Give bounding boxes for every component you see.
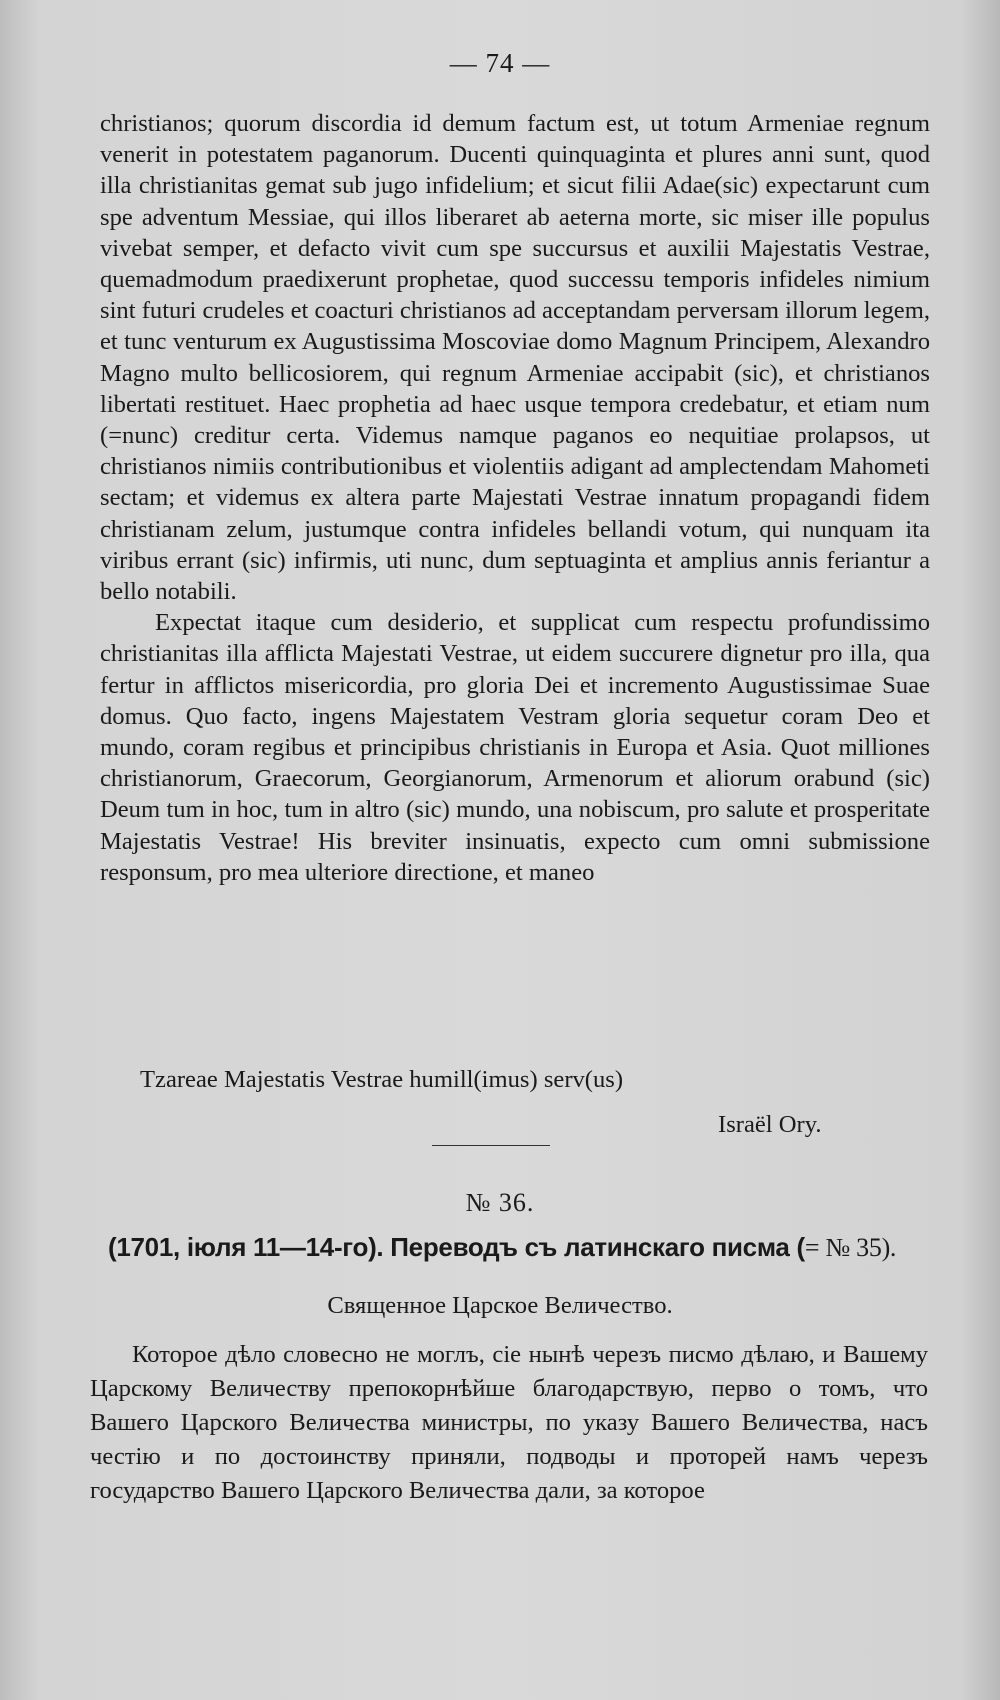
russian-translation-body [90, 1338, 928, 1508]
heading-end: ). [881, 1233, 897, 1262]
latin-letter-body [100, 108, 930, 888]
page-number: — 74 — [449, 48, 551, 78]
latin-paragraph-1: christianos; quorum discordia id demum factum est, ut totum Armeniae regnum venerit in potestatem paganorum. Ducenti quinquaginta et plures anni sunt, quod illa christianitas gemat sub jugo infidelium; et sicut filii Adae(sic) expectarunt cum spe adventum Messiae, qui illos liberaret ab aeterna morte, sic miser ille populus vivebat semper, et defacto vivit cum spe succursus et auxilii Majestatis Vestrae, quemadmodum praedixerunt prophetae, quod successu temporis infideles nimium sint futuri crudeles et coacturi christianos ad acceptandam perversam illorum legem, et tunc venturum ex Augustissima Moscoviae domo Magnum Principem, Alexandro Magno multo bellicosiorem, qui regnum Armeniae accipabit (sic), et christianos libertati restituet. Haec prophetia ad haec usque tempora credebatur, et etiam num (=nunc) creditur certa. Videmus namque paganos eo nequitiae prolapsos, ut christianos nimiis contributionibus et violentiis adigant ad amplectendam Mahometi sectam; et videmus ex altera parte Majestati Vestrae innatum propagandi fidem christianam zelum, justumque contra infideles bellandi votum, qui nunquam ita viribus errant (sic) infirmis, uti nunc, dum septuaginta et amplius annis feriantur a bello notabili. [100, 110, 930, 606]
heading-text: (1701, іюля 11—14-го). Переводъ съ латинскаго писма ( [108, 1232, 805, 1262]
heading-reference: = № 35 [804, 1233, 882, 1262]
letter-closing: Tzareae Majestatis Vestrae humill(imus) serv(us) [140, 1066, 624, 1093]
russian-paragraph-1: Которое дѣло словесно не моглъ, сіе нынѣ черезъ писмо дѣлаю, и Вашему Царскому Величеству препокорнѣйше благодарствую, перво о томъ, что Вашего Царского Величества министры, по указу Вашего Величества, насъ честію и по достоинству приняли, подводы и проторей намъ черезъ государство Вашего Царского Величества дали, за которое [90, 1341, 928, 1504]
document-number: № 36. [465, 1188, 535, 1217]
section-divider [432, 1145, 550, 1146]
document-heading [108, 1232, 938, 1263]
letter-signature: Israël Ory. [718, 1111, 822, 1138]
latin-paragraph-2: Expectat itaque cum desiderio, et supplicat cum respectu profundissimo christianitas illa afflicta Majestati Vestrae, ut eidem succurere dignetur pro illa, qua fertur in afflictos misericordia, pro gloria Dei et incremento Augustissimae Suae domus. Quo facto, ingens Majestatem Vestram gloria sequetur coram Deo et mundo, coram regibus et principibus christianis in Europa et Asia. Quot milliones christianorum, Graecorum, Georgianorum, Armenorum et aliorum orabund (sic) Deum tum in hoc, tum in altro (sic) mundo, una nobiscum, pro salute et prosperitate Majestatis Vestrae! His breviter insinuatis, expecto cum omni submissione responsum, pro mea ulteriore directione, et maneo [100, 609, 930, 886]
salutation: Священное Царское Величество. [327, 1292, 673, 1319]
